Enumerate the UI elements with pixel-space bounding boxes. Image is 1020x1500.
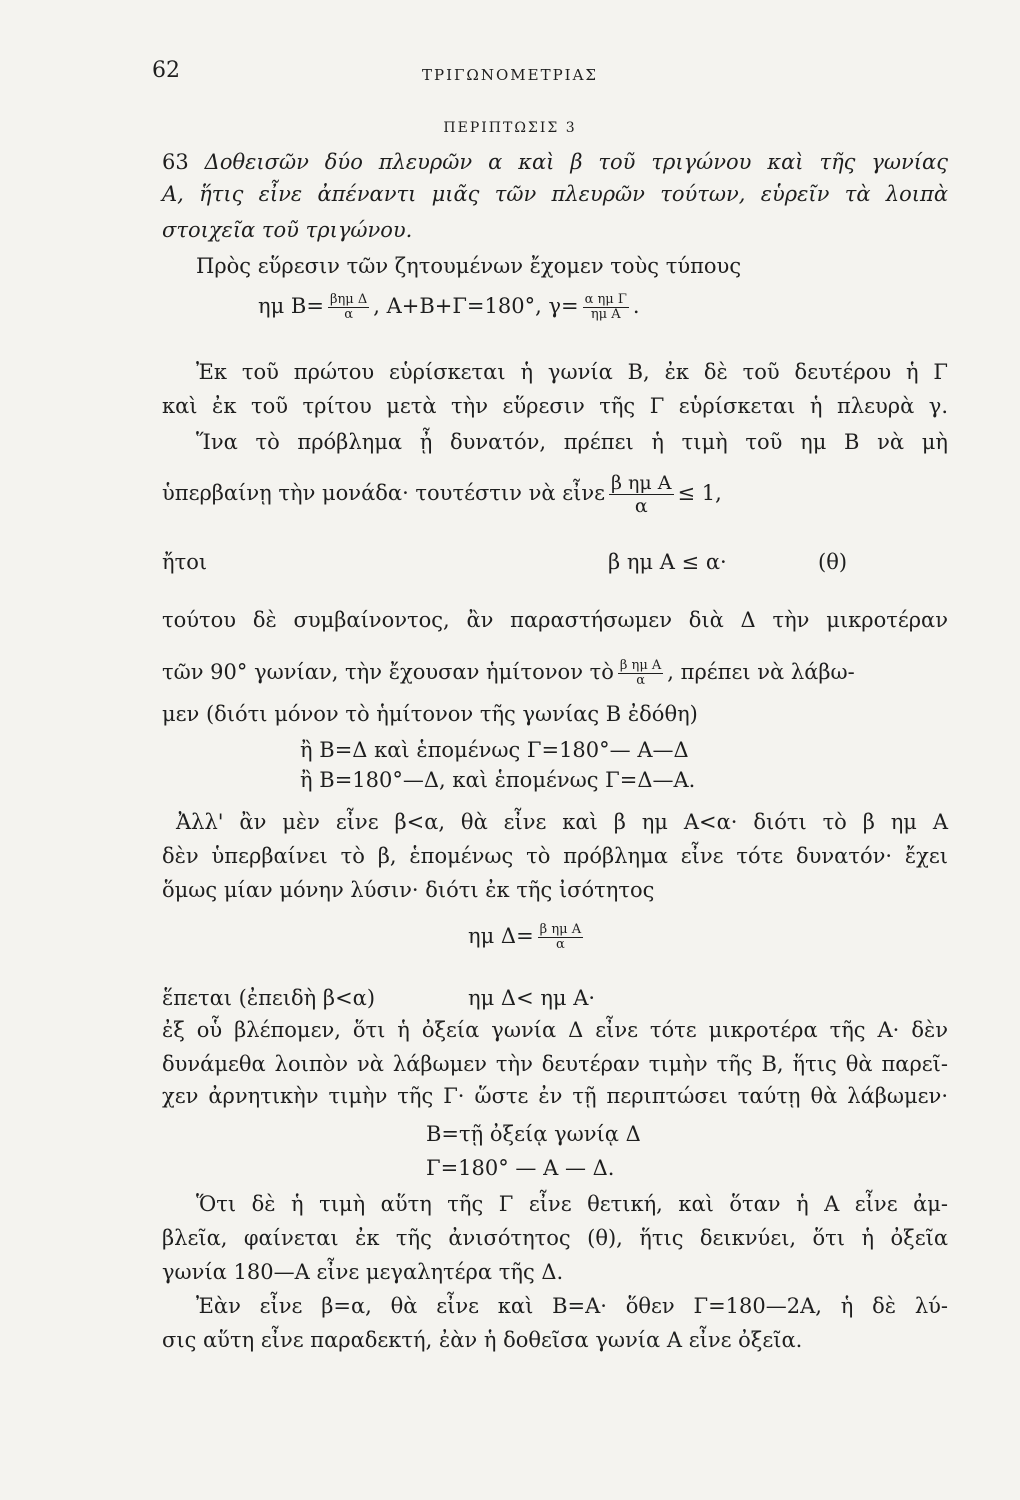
formula-1-num-a: βημ Δ (329, 292, 368, 307)
page-number: 62 (152, 58, 180, 83)
text-line-8: Ἵνα τὸ πρόβλημα ᾖ δυνατόν, πρέπει ἡ τιμὴ τοῦ ημ Β νὰ μὴ (196, 430, 948, 454)
problem-statement-1: Δοθεισῶν δύο πλευρῶν α καὶ β τοῦ τριγώνου καὶ τῆς γωνίας (204, 150, 948, 174)
formula-4-fraction (538, 923, 583, 952)
text-line-9-text: ὑπερβαίνῃ τὴν μονάδα· τουτέστιν νὰ εἶνε (162, 481, 605, 505)
problem-line-3: στοιχεῖα τοῦ τριγώνου. (162, 218, 413, 242)
equation-line-19 (468, 922, 1020, 952)
formula-line-1 (258, 292, 1020, 322)
formula-1-end: . (632, 294, 640, 318)
text-line-6: Ἐκ τοῦ πρώτου εὑρίσκεται ἡ γωνία Β, ἐκ δὲ τοῦ δευτέρου ἡ Γ (196, 360, 948, 384)
text-line-16: Ἀλλ' ἂν μὲν εἶνε β<α, θὰ εἶνε καὶ β ημ Α<α· διότι τὸ β ημ Α (176, 810, 948, 834)
text-line-13: μεν (διότι μόνον τὸ ἡμίτονον τῆς γωνίας Β ἐδόθη) (162, 702, 698, 726)
case-heading: ΠΕΡΙΠΤΩΣΙΣ 3 (443, 120, 577, 136)
text-line-23: χεν ἀρνητικὴν τιμὴν τῆς Γ· ὥστε ἐν τῇ περιπτώσει ταύτῃ θὰ λάβωμεν· (162, 1084, 948, 1108)
text-line-18: ὅμως μίαν μόνην λύσιν· διότι ἐκ τῆς ἰσότητος (162, 878, 655, 902)
equation-line-15: ἢ Β=180°—Δ, καὶ ἑπομένως Γ=Δ—Α. (300, 768, 696, 792)
text-line-12-b: , πρέπει νὰ λάβω- (667, 660, 855, 684)
formula-1-num-b: α ημ Γ (584, 292, 627, 307)
text-line-12-a: τῶν 90° γωνίαν, τὴν ἔχουσαν ἡμίτονον τὸ (162, 660, 614, 684)
formula-1-den-a: α (328, 307, 369, 322)
text-line-9 (162, 472, 948, 517)
text-line-28: γωνία 180—Α εἶνε μεγαλητέρα τῆς Δ. (162, 1260, 564, 1284)
text-line-20-right: ημ Δ< ημ Α· (468, 986, 596, 1010)
formula-2-num: β ημ Α (610, 472, 672, 494)
text-line-20 (162, 984, 948, 1012)
formula-2-den: α (609, 494, 674, 517)
formula-2-fraction (609, 472, 674, 517)
inequality-theta: β ημ Α ≤ α· (608, 550, 727, 574)
formula-4-den: α (538, 937, 583, 952)
equation-line-14: ἢ Β=Δ καὶ ἑπομένως Γ=180°— Α—Δ (300, 738, 689, 762)
text-line-10 (162, 548, 948, 576)
formula-1-mid: , Α+Β+Γ=180°, γ= (373, 294, 579, 318)
formula-3-den: α (618, 673, 663, 688)
formula-3-num: β ημ Α (619, 658, 662, 673)
formula-1-left: ημ Β= (258, 294, 324, 318)
text-line-20-left: ἕπεται (ἐπειδὴ β<α) (162, 986, 376, 1010)
text-line-27: βλεῖα, φαίνεται ἐκ τῆς ἀνισότητος (θ), ἥτις δεικνύει, ὅτι ἡ ὀξεῖα (162, 1226, 948, 1250)
text-line-26: Ὅτι δὲ ἡ τιμὴ αὕτη τῆς Γ εἶνε θετική, καὶ ὅταν ἡ Α εἶνε ἀμ- (196, 1192, 948, 1216)
problem-line-2: Α, ἥτις εἶνε ἀπέναντι μιᾶς τῶν πλευρῶν τούτων, εὑρεῖν τὰ λοιπὰ (162, 182, 948, 206)
formula-1-den-b: ημ Α (583, 307, 629, 322)
running-title: ΤΡΙΓΩΝΟΜΕΤΡΙΑΣ (421, 66, 599, 84)
text-line-7: καὶ ἐκ τοῦ τρίτου μετὰ τὴν εὕρεσιν τῆς Γ εὑρίσκεται ἡ πλευρὰ γ. (162, 394, 948, 418)
formula-4-num: β ημ Α (539, 922, 582, 937)
text-line-11: τούτου δὲ συμβαίνοντος, ἂν παραστήσωμεν διὰ Δ τὴν μικροτέραν (162, 608, 948, 632)
text-line-4: Πρὸς εὕρεσιν τῶν ζητουμένων ἔχομεν τοὺς τύπους (196, 254, 742, 278)
text-line-12 (162, 658, 948, 688)
formula-1-fraction-a (328, 293, 369, 322)
text-line-30: σις αὕτη εἶνε παραδεκτή, ἐὰν ἡ δοθεῖσα γωνία Α εἶνε ὀξεῖα. (162, 1328, 803, 1352)
equation-label-theta: (θ) (818, 550, 848, 574)
equation-line-24: Β=τῇ ὀξείᾳ γωνίᾳ Δ (426, 1122, 641, 1146)
text-line-22: δυνάμεθα λοιπὸν νὰ λάβωμεν τὴν δευτέραν τιμὴν τῆς Β, ἥτις θὰ παρεῖ- (162, 1052, 948, 1076)
equation-19-left: ημ Δ= (468, 924, 534, 948)
equation-line-25: Γ=180° — Α — Δ. (426, 1156, 615, 1180)
formula-3-fraction (618, 659, 663, 688)
problem-number: 63 (162, 150, 189, 174)
text-line-29: Ἐὰν εἶνε β=α, θὰ εἶνε καὶ Β=Α· ὅθεν Γ=180—2Α, ἡ δὲ λύ- (196, 1294, 948, 1318)
problem-line-1 (162, 148, 948, 176)
formula-1-fraction-b (583, 293, 629, 322)
formula-2-relation: ≤ 1, (677, 481, 722, 505)
text-line-17: δὲν ὑπερβαίνει τὸ β, ἑπομένως τὸ πρόβλημα εἶνε τότε δυνατόν· ἔχει (162, 844, 948, 868)
text-line-10-left: ἤτοι (162, 550, 208, 574)
text-line-21: ἐξ οὗ βλέπομεν, ὅτι ἡ ὀξεία γωνία Δ εἶνε τότε μικροτέρα τῆς Α· δὲν (162, 1018, 948, 1042)
